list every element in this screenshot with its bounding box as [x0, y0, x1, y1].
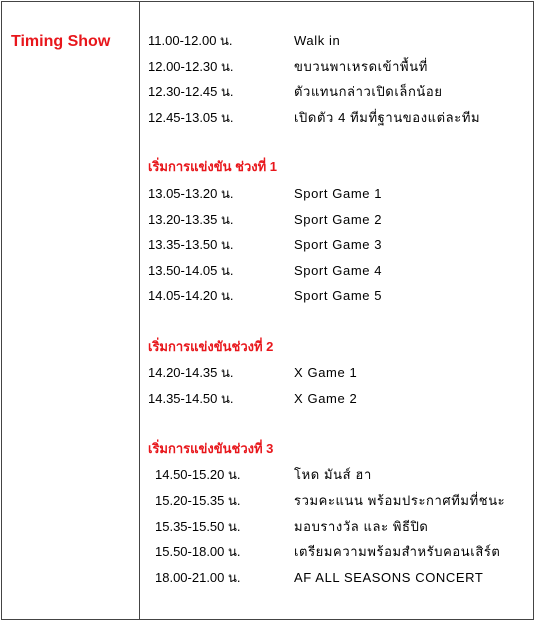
activity-cell: X Game 2: [294, 391, 358, 406]
time-cell: 14.35-14.50 น.: [148, 391, 234, 406]
activity-cell: Sport Game 2: [294, 212, 383, 227]
time-cell: 18.00-21.00 น.: [155, 570, 241, 585]
section-heading: เริ่มการแข่งขัน ช่วงที่ 1: [148, 159, 278, 174]
activity-cell: AF ALL SEASONS CONCERT: [294, 570, 484, 585]
schedule-row: [148, 184, 528, 204]
time-cell: 15.35-15.50 น.: [155, 519, 241, 534]
activity-cell: เตรียมความพร้อมสำหรับคอนเสิร์ต: [294, 544, 501, 559]
column-divider: [139, 1, 140, 620]
activity-cell: โหด มันส์ ฮา: [294, 467, 372, 482]
activity-cell: ตัวแทนกล่าวเปิดเล็กน้อย: [294, 84, 443, 99]
activity-cell: มอบรางวัล และ พิธีปิด: [294, 519, 429, 534]
schedule-row: [148, 491, 528, 511]
activity-cell: ขบวนพาเหรดเข้าพื้นที่: [294, 59, 428, 74]
time-cell: 13.20-13.35 น.: [148, 212, 234, 227]
schedule-row: [148, 389, 528, 409]
schedule-row: [148, 363, 528, 383]
section-heading: เริ่มการแข่งขันช่วงที่ 3: [148, 441, 274, 456]
schedule-row: [148, 57, 528, 77]
section-heading: เริ่มการแข่งขันช่วงที่ 2: [148, 339, 274, 354]
time-cell: 13.05-13.20 น.: [148, 186, 234, 201]
time-cell: 12.45-13.05 น.: [148, 110, 234, 125]
schedule-row: [148, 568, 528, 588]
time-cell: 14.20-14.35 น.: [148, 365, 234, 380]
time-cell: 15.20-15.35 น.: [155, 493, 241, 508]
time-cell: 15.50-18.00 น.: [155, 544, 241, 559]
time-cell: 13.35-13.50 น.: [148, 237, 234, 252]
schedule-row: [148, 286, 528, 306]
time-cell: 13.50-14.05 น.: [148, 263, 234, 278]
schedule-row: [148, 235, 528, 255]
schedule-row: [148, 82, 528, 102]
time-cell: 14.05-14.20 น.: [148, 288, 234, 303]
time-cell: 14.50-15.20 น.: [155, 467, 241, 482]
schedule-row: [148, 108, 528, 128]
time-cell: 12.00-12.30 น.: [148, 59, 234, 74]
activity-cell: Sport Game 4: [294, 263, 383, 278]
schedule-row: [148, 261, 528, 281]
activity-cell: X Game 1: [294, 365, 358, 380]
activity-cell: Sport Game 1: [294, 186, 383, 201]
activity-cell: รวมคะแนน พร้อมประกาศทีมที่ชนะ: [294, 493, 506, 508]
schedule-content: [148, 0, 528, 620]
activity-cell: เปิดตัว 4 ทีมที่ฐานของแต่ละทีม: [294, 110, 481, 125]
time-cell: 12.30-12.45 น.: [148, 84, 234, 99]
page-title: Timing Show: [11, 33, 111, 50]
activity-cell: Walk in: [294, 33, 341, 48]
schedule-row: [148, 210, 528, 230]
activity-cell: Sport Game 3: [294, 237, 383, 252]
time-cell: 11.00-12.00 น.: [148, 33, 233, 48]
schedule-row: [148, 542, 528, 562]
schedule-row: [148, 465, 528, 485]
schedule-row: [148, 517, 528, 537]
schedule-row: [148, 31, 528, 51]
activity-cell: Sport Game 5: [294, 288, 383, 303]
